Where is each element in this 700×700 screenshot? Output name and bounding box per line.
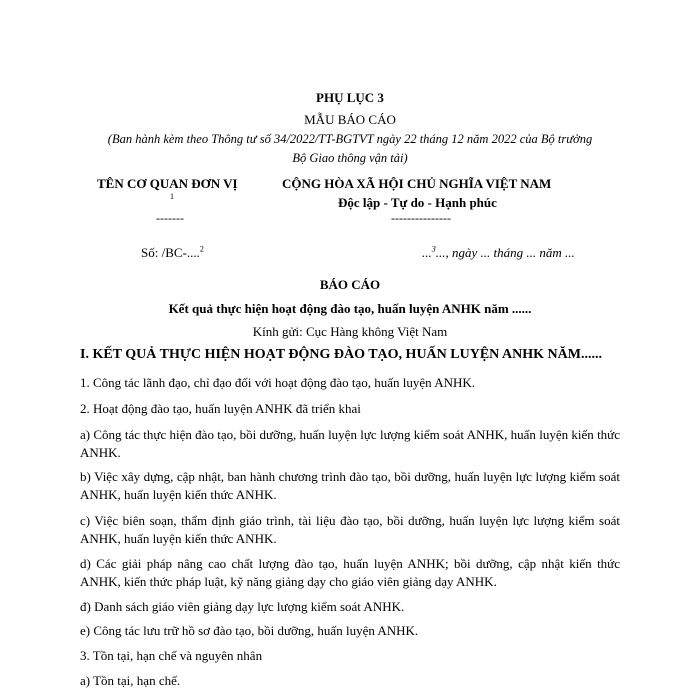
left-divider: ------- — [156, 211, 184, 225]
date-text: ..., ngày ... tháng ... năm ... — [435, 245, 575, 260]
list-item: e) Công tác lưu trữ hồ sơ đào tạo, bồi dưỡng, huấn luyện ANHK. — [80, 623, 419, 638]
section-heading: I. KẾT QUẢ THỰC HIỆN HOẠT ĐỘNG ĐÀO TẠO, HUẤN LUYỆN ANHK NĂM...... — [80, 347, 602, 362]
date-prefix: ... — [422, 245, 432, 260]
list-item: đ) Danh sách giáo viên giảng dạy lực lượng kiểm soát ANHK. — [80, 599, 405, 614]
issued-line-2: Bộ Giao thông vận tải) — [292, 151, 408, 165]
list-item: 2. Hoạt động đào tạo, huấn luyện ANHK đã triển khai — [80, 401, 361, 416]
country-name: CỘNG HÒA XÃ HỘI CHỦ NGHĨA VIỆT NAM — [282, 176, 552, 191]
appendix-title: PHỤ LỤC 3 — [316, 90, 384, 105]
report-number — [141, 245, 204, 261]
issued-line-1: (Ban hành kèm theo Thông tư số 34/2022/TT-BGTVT ngày 22 tháng 12 năm 2022 của Bộ trưởng — [107, 132, 593, 146]
list-item: d) Các giải pháp nâng cao chất lượng đào tạo, huấn luyện ANHK; bồi dưỡng, cập nhật kiến thức ANHK, kiến thức pháp luật, kỹ năng giảng dạy cho giáo viên giảng dạy ANHK. — [80, 556, 620, 589]
list-item: 3. Tồn tại, hạn chế và nguyên nhân — [80, 648, 263, 663]
report-title: BÁO CÁO — [319, 277, 381, 292]
unit-name: TÊN CƠ QUAN ĐƠN VỊ — [97, 176, 238, 191]
report-recipient: Kính gửi: Cục Hàng không Việt Nam — [252, 324, 448, 339]
unit-footnote: 1 — [170, 192, 174, 201]
list-item: a) Tồn tại, hạn chế. — [80, 673, 181, 688]
date-footnote: 3 — [431, 244, 436, 254]
date-line — [422, 245, 575, 261]
report-subject: Kết quả thực hiện hoạt động đào tạo, huấn luyện ANHK năm ...... — [168, 301, 532, 316]
list-item: b) Việc xây dựng, cập nhật, ban hành chương trình đào tạo, bồi dưỡng, huấn luyện lực lượng kiểm soát ANHK, huấn luyện kiến thức ANHK. — [80, 469, 620, 502]
report-number-label: Số: /BC-.... — [141, 245, 200, 260]
list-item: 1. Công tác lãnh đạo, chỉ đạo đối với hoạt động đào tạo, huấn luyện ANHK. — [80, 375, 475, 390]
right-divider: --------------- — [391, 211, 451, 225]
form-title: MẪU BÁO CÁO — [304, 112, 396, 127]
national-motto: Độc lập - Tự do - Hạnh phúc — [338, 195, 497, 210]
list-item: a) Công tác thực hiện đào tạo, bồi dưỡng, huấn luyện lực lượng kiểm soát ANHK, huấn luyện kiến thức ANHK. — [80, 427, 620, 460]
report-number-footnote: 2 — [199, 244, 204, 254]
list-item: c) Việc biên soạn, thẩm định giáo trình, tài liệu đào tạo, bồi dưỡng, huấn luyện lực lượng kiểm soát ANHK, huấn luyện kiến thức ANHK. — [80, 513, 620, 546]
